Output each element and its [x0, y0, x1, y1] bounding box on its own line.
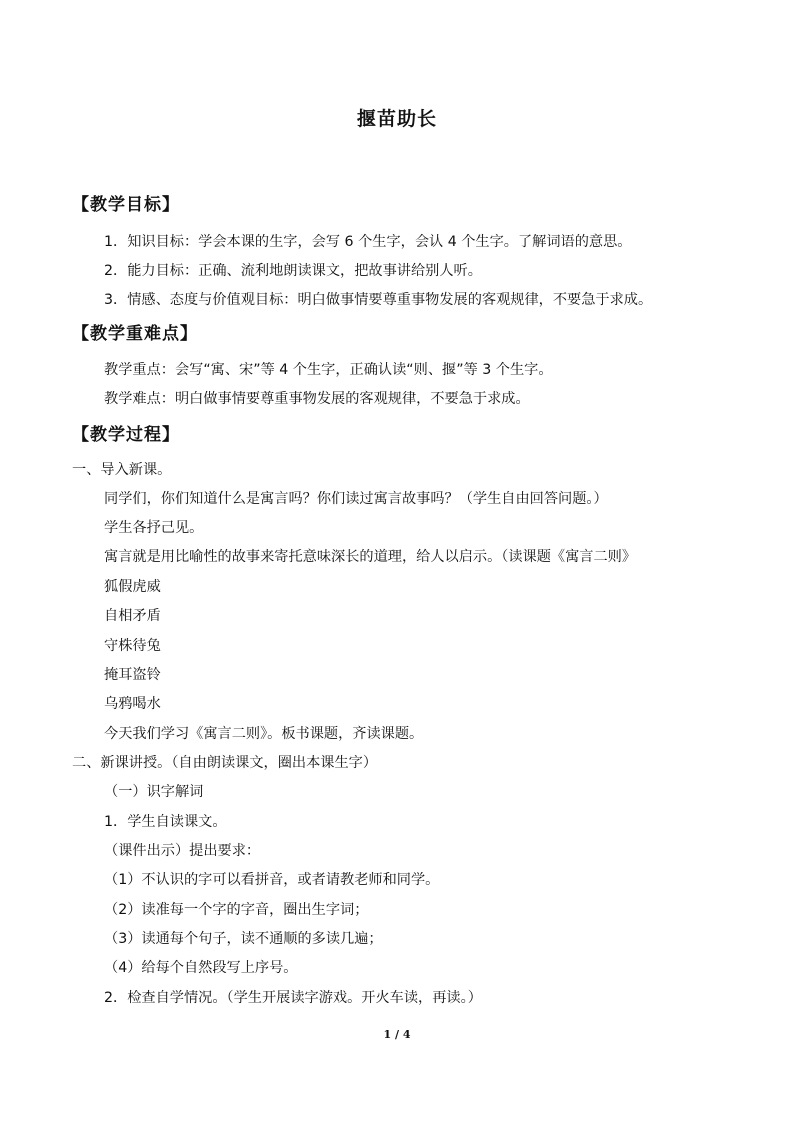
subsection-heading: （一）识字解词	[104, 784, 204, 800]
fable-title: 自相矛盾	[104, 608, 161, 624]
requirement-item: （2）读准每一个字的字音，圈出生字词；	[104, 902, 369, 918]
fable-title: 守株待兔	[104, 638, 161, 654]
process-line: 1．学生自读课文。	[104, 814, 227, 830]
requirement-item: （3）读通每个句子，读不通顺的多读几遍；	[104, 931, 383, 947]
section-heading-process: 【教学过程】	[72, 425, 180, 445]
document-title: 揠苗助长	[356, 108, 437, 130]
process-line: 今天我们学习《寓言二则》。板书课题，齐读课题。	[104, 726, 424, 742]
page-number: 1 / 4	[383, 1028, 411, 1041]
difficult-point: 教学难点：明白做事情要尊重事物发展的客观规律，不要急于求成。	[104, 391, 530, 407]
fable-title: 乌鸦喝水	[104, 696, 161, 712]
objective-emotion: 3．情感、态度与价值观目标：明白做事情要尊重事物发展的客观规律，不要急于求成。	[104, 292, 653, 308]
objective-ability: 2．能力目标：正确、流利地朗读课文，把故事讲给别人听。	[104, 263, 482, 279]
process-line: 寓言就是用比喻性的故事来寄托意味深长的道理，给人以启示。（读课题《寓言二则》	[104, 549, 637, 565]
requirement-item: （1）不认识的字可以看拼音，或者请教老师和同学。	[104, 872, 440, 888]
key-point: 教学重点：会写“寓、宋”等 4 个生字，正确认读“则、揠”等 3 个生字。	[104, 362, 553, 378]
section-heading-objectives: 【教学目标】	[72, 195, 180, 215]
process-line: 同学们，你们知道什么是寓言吗？你们读过寓言故事吗？（学生自由回答问题。）	[104, 491, 608, 507]
process-step-new-lesson: 二、新课讲授。（自由朗读课文，圈出本课生字）	[72, 755, 378, 771]
process-step-intro: 一、导入新课。	[72, 462, 172, 478]
section-heading-key-points: 【教学重难点】	[72, 324, 198, 344]
fable-title: 狐假虎威	[104, 579, 161, 595]
process-line: （课件出示）提出要求：	[104, 843, 261, 859]
requirement-item: （4）给每个自然段写上序号。	[104, 960, 298, 976]
process-line: 学生各抒己见。	[104, 520, 204, 536]
objective-knowledge: 1．知识目标：学会本课的生字，会写 6 个生字，会认 4 个生字。了解词语的意思。	[104, 234, 632, 250]
process-line: 2．检查自学情况。（学生开展读字游戏。开火车读，再读。）	[104, 990, 482, 1006]
fable-title: 掩耳盗铃	[104, 667, 161, 683]
